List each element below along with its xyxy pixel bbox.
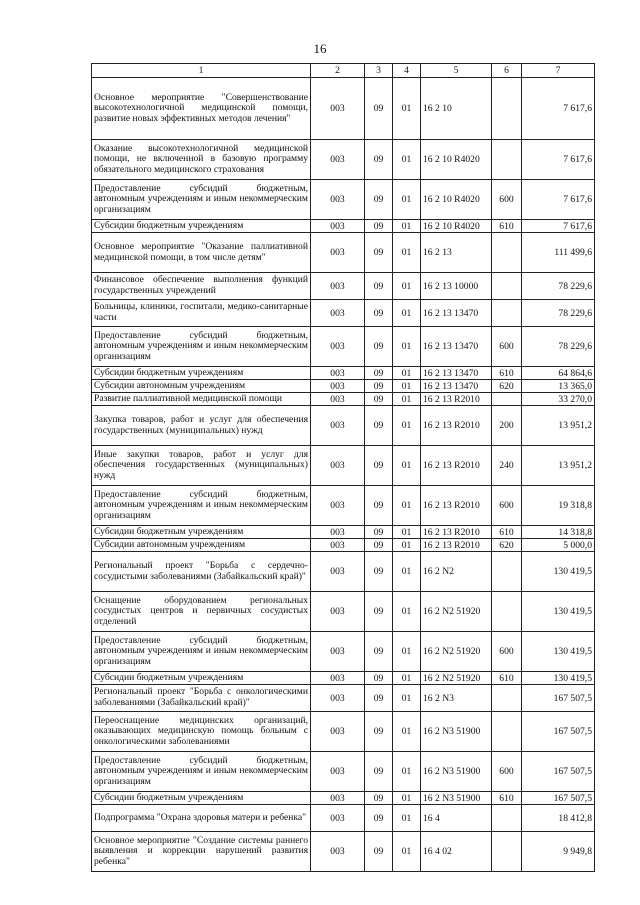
table-row: [92, 792, 595, 805]
target-article-cell: 16 2 10 R4020: [421, 140, 492, 180]
section-code-cell: 09: [365, 140, 393, 180]
table-row: [92, 300, 595, 327]
section-code-cell: 09: [365, 327, 393, 367]
table-row: [92, 805, 595, 832]
table-row: [92, 327, 595, 367]
ministry-code-cell: 003: [311, 220, 365, 233]
target-article-cell: 16 2 10 R4020: [421, 180, 492, 220]
amount-cell: 167 507,5: [522, 712, 595, 752]
target-article-cell: 16 2 N2: [421, 552, 492, 592]
subsection-code-cell: 01: [393, 832, 421, 872]
amount-cell: 130 419,5: [522, 672, 595, 685]
target-article-cell: 16 2 N3 51900: [421, 712, 492, 752]
ministry-code-cell: 003: [311, 180, 365, 220]
expense-type-cell: [492, 273, 522, 300]
expense-type-cell: 610: [492, 526, 522, 539]
target-article-cell: 16 2 13 10000: [421, 273, 492, 300]
expense-type-cell: [492, 140, 522, 180]
subsection-code-cell: 01: [393, 752, 421, 792]
row-name-cell: Подпрограмма "Охрана здоровья матери и ребенка": [92, 805, 311, 832]
table-row: [92, 486, 595, 526]
header-row: [92, 64, 595, 78]
ministry-code-cell: 003: [311, 140, 365, 180]
expense-type-cell: 610: [492, 220, 522, 233]
row-name-cell: Предоставление субсидий бюджетным, автономным учреждениям и иным некоммерческим организациям: [92, 486, 311, 526]
target-article-cell: 16 2 13 R2010: [421, 393, 492, 406]
row-name-cell: Закупка товаров, работ и услуг для обеспечения государственных (муниципальных) нужд: [92, 406, 311, 446]
section-code-cell: 09: [365, 672, 393, 685]
table-row: [92, 367, 595, 380]
section-code-cell: 09: [365, 300, 393, 327]
subsection-code-cell: 01: [393, 526, 421, 539]
row-name-cell: Субсидии автономным учреждениям: [92, 539, 311, 552]
section-code-cell: 09: [365, 526, 393, 539]
amount-cell: 5 000,0: [522, 539, 595, 552]
ministry-code-cell: 003: [311, 539, 365, 552]
ministry-code-cell: 003: [311, 712, 365, 752]
ministry-code-cell: 003: [311, 380, 365, 393]
expense-type-cell: 610: [492, 792, 522, 805]
table-row: [92, 752, 595, 792]
expense-type-cell: 600: [492, 632, 522, 672]
amount-cell: 130 419,5: [522, 632, 595, 672]
table-row: [92, 78, 595, 140]
ministry-code-cell: 003: [311, 526, 365, 539]
target-article-cell: 16 2 N3 51900: [421, 752, 492, 792]
row-name-cell: Переоснащение медицинских организаций, оказывающих медицинскую помощь больным с онкологическими заболеваниями: [92, 712, 311, 752]
amount-cell: 7 617,6: [522, 140, 595, 180]
subsection-code-cell: 01: [393, 672, 421, 685]
ministry-code-cell: 003: [311, 78, 365, 140]
target-article-cell: 16 2 N3 51900: [421, 792, 492, 805]
subsection-code-cell: 01: [393, 486, 421, 526]
section-code-cell: 09: [365, 552, 393, 592]
subsection-code-cell: 01: [393, 552, 421, 592]
target-article-cell: 16 2 13 13470: [421, 327, 492, 367]
row-name-cell: Предоставление субсидий бюджетным, автономным учреждениям и иным некоммерческим организациям: [92, 752, 311, 792]
amount-cell: 19 318,8: [522, 486, 595, 526]
amount-cell: 7 617,6: [522, 78, 595, 140]
row-name-cell: Больницы, клиники, госпитали, медико-санитарные части: [92, 300, 311, 327]
section-code-cell: 09: [365, 685, 393, 712]
expense-type-cell: [492, 78, 522, 140]
row-name-cell: Оказание высокотехнологичной медицинской помощи, не включенной в базовую программу обязательного медицинского страхования: [92, 140, 311, 180]
ministry-code-cell: 003: [311, 805, 365, 832]
ministry-code-cell: 003: [311, 233, 365, 273]
table-row: [92, 526, 595, 539]
target-article-cell: 16 2 13 R2010: [421, 446, 492, 486]
subsection-code-cell: 01: [393, 273, 421, 300]
amount-cell: 78 229,6: [522, 327, 595, 367]
row-name-cell: Субсидии бюджетным учреждениям: [92, 367, 311, 380]
subsection-code-cell: 01: [393, 632, 421, 672]
amount-cell: 167 507,5: [522, 752, 595, 792]
row-name-cell: Предоставление субсидий бюджетным, автономным учреждениям и иным некоммерческим организациям: [92, 180, 311, 220]
ministry-code-cell: 003: [311, 367, 365, 380]
target-article-cell: 16 4 02: [421, 832, 492, 872]
target-article-cell: 16 2 13 R2010: [421, 486, 492, 526]
header-cell-2: 2: [311, 64, 365, 78]
section-code-cell: 09: [365, 78, 393, 140]
subsection-code-cell: 01: [393, 539, 421, 552]
row-name-cell: Иные закупки товаров, работ и услуг для обеспечения государственных (муниципальных) нужд: [92, 446, 311, 486]
expense-type-cell: 600: [492, 486, 522, 526]
section-code-cell: 09: [365, 792, 393, 805]
amount-cell: 13 365,0: [522, 380, 595, 393]
amount-cell: 13 951,2: [522, 446, 595, 486]
section-code-cell: 09: [365, 712, 393, 752]
ministry-code-cell: 003: [311, 486, 365, 526]
amount-cell: 130 419,5: [522, 592, 595, 632]
amount-cell: 9 949,8: [522, 832, 595, 872]
expense-type-cell: [492, 592, 522, 632]
table-row: [92, 832, 595, 872]
section-code-cell: 09: [365, 220, 393, 233]
row-name-cell: Региональный проект "Борьба с онкологическими заболеваниями (Забайкальский край)": [92, 685, 311, 712]
table-body: [92, 78, 595, 872]
expense-type-cell: [492, 805, 522, 832]
table-row: [92, 406, 595, 446]
amount-cell: 78 229,6: [522, 273, 595, 300]
section-code-cell: 09: [365, 367, 393, 380]
ministry-code-cell: 003: [311, 327, 365, 367]
section-code-cell: 09: [365, 273, 393, 300]
subsection-code-cell: 01: [393, 233, 421, 273]
row-name-cell: Основное мероприятие "Создание системы раннего выявления и коррекции нарушений развития ребенка": [92, 832, 311, 872]
amount-cell: 78 229,6: [522, 300, 595, 327]
section-code-cell: 09: [365, 486, 393, 526]
expense-type-cell: [492, 552, 522, 592]
ministry-code-cell: 003: [311, 685, 365, 712]
expense-type-cell: 620: [492, 539, 522, 552]
target-article-cell: 16 2 N2 51920: [421, 632, 492, 672]
section-code-cell: 09: [365, 592, 393, 632]
table-row: [92, 712, 595, 752]
expense-type-cell: [492, 233, 522, 273]
target-article-cell: 16 2 N3: [421, 685, 492, 712]
table-row: [92, 632, 595, 672]
row-name-cell: Предоставление субсидий бюджетным, автономным учреждениям и иным некоммерческим организациям: [92, 327, 311, 367]
section-code-cell: 09: [365, 832, 393, 872]
subsection-code-cell: 01: [393, 380, 421, 393]
table-row: [92, 672, 595, 685]
ministry-code-cell: 003: [311, 446, 365, 486]
subsection-code-cell: 01: [393, 367, 421, 380]
section-code-cell: 09: [365, 446, 393, 486]
amount-cell: 14 318,8: [522, 526, 595, 539]
section-code-cell: 09: [365, 233, 393, 273]
subsection-code-cell: 01: [393, 792, 421, 805]
ministry-code-cell: 003: [311, 393, 365, 406]
target-article-cell: 16 2 13 R2010: [421, 526, 492, 539]
row-name-cell: Развитие паллиативной медицинской помощи: [92, 393, 311, 406]
table-row: [92, 446, 595, 486]
amount-cell: 64 864,6: [522, 367, 595, 380]
row-name-cell: Оснащение оборудованием региональных сосудистых центров и первичных сосудистых отделений: [92, 592, 311, 632]
target-article-cell: 16 2 13 R2010: [421, 539, 492, 552]
table-row: [92, 380, 595, 393]
subsection-code-cell: 01: [393, 180, 421, 220]
row-name-cell: Региональный проект "Борьба с сердечно-сосудистыми заболеваниями (Забайкальский край)": [92, 552, 311, 592]
table-row: [92, 539, 595, 552]
subsection-code-cell: 01: [393, 712, 421, 752]
row-name-cell: Предоставление субсидий бюджетным, автономным учреждениям и иным некоммерческим организациям: [92, 632, 311, 672]
expense-type-cell: 200: [492, 406, 522, 446]
ministry-code-cell: 003: [311, 672, 365, 685]
table-row: [92, 685, 595, 712]
amount-cell: 13 951,2: [522, 406, 595, 446]
table-row: [92, 140, 595, 180]
table-row: [92, 393, 595, 406]
ministry-code-cell: 003: [311, 552, 365, 592]
target-article-cell: 16 2 N2 51920: [421, 672, 492, 685]
target-article-cell: 16 2 10: [421, 78, 492, 140]
row-name-cell: Субсидии бюджетным учреждениям: [92, 672, 311, 685]
target-article-cell: 16 2 13 13470: [421, 300, 492, 327]
amount-cell: 7 617,6: [522, 180, 595, 220]
subsection-code-cell: 01: [393, 446, 421, 486]
section-code-cell: 09: [365, 406, 393, 446]
section-code-cell: 09: [365, 393, 393, 406]
expense-type-cell: 240: [492, 446, 522, 486]
section-code-cell: 09: [365, 539, 393, 552]
table-row: [92, 592, 595, 632]
section-code-cell: 09: [365, 380, 393, 393]
row-name-cell: Субсидии бюджетным учреждениям: [92, 220, 311, 233]
table-row: [92, 180, 595, 220]
subsection-code-cell: 01: [393, 300, 421, 327]
subsection-code-cell: 01: [393, 805, 421, 832]
table-row: [92, 552, 595, 592]
expense-type-cell: 600: [492, 180, 522, 220]
expense-type-cell: [492, 712, 522, 752]
subsection-code-cell: 01: [393, 220, 421, 233]
amount-cell: 18 412,8: [522, 805, 595, 832]
expense-type-cell: 600: [492, 752, 522, 792]
ministry-code-cell: 003: [311, 752, 365, 792]
expense-type-cell: 610: [492, 367, 522, 380]
subsection-code-cell: 01: [393, 592, 421, 632]
section-code-cell: 09: [365, 805, 393, 832]
expense-type-cell: [492, 393, 522, 406]
header-cell-7: 7: [522, 64, 595, 78]
target-article-cell: 16 2 13: [421, 233, 492, 273]
header-cell-1: 1: [92, 64, 311, 78]
ministry-code-cell: 003: [311, 406, 365, 446]
target-article-cell: 16 2 13 R2010: [421, 406, 492, 446]
header-cell-5: 5: [421, 64, 492, 78]
subsection-code-cell: 01: [393, 140, 421, 180]
expense-type-cell: 620: [492, 380, 522, 393]
expense-type-cell: 610: [492, 672, 522, 685]
subsection-code-cell: 01: [393, 327, 421, 367]
target-article-cell: 16 2 10 R4020: [421, 220, 492, 233]
expense-type-cell: [492, 832, 522, 872]
row-name-cell: Финансовое обеспечение выполнения функций государственных учреждений: [92, 273, 311, 300]
ministry-code-cell: 003: [311, 792, 365, 805]
section-code-cell: 09: [365, 632, 393, 672]
expense-type-cell: 600: [492, 327, 522, 367]
expense-type-cell: [492, 300, 522, 327]
amount-cell: 7 617,6: [522, 220, 595, 233]
row-name-cell: Субсидии бюджетным учреждениям: [92, 792, 311, 805]
subsection-code-cell: 01: [393, 406, 421, 446]
row-name-cell: Субсидии автономным учреждениям: [92, 380, 311, 393]
row-name-cell: Основное мероприятие "Оказание паллиативной медицинской помощи, в том числе детям": [92, 233, 311, 273]
ministry-code-cell: 003: [311, 592, 365, 632]
ministry-code-cell: 003: [311, 632, 365, 672]
target-article-cell: 16 2 N2 51920: [421, 592, 492, 632]
section-code-cell: 09: [365, 180, 393, 220]
amount-cell: 167 507,5: [522, 792, 595, 805]
expense-type-cell: [492, 685, 522, 712]
table-row: [92, 233, 595, 273]
subsection-code-cell: 01: [393, 685, 421, 712]
row-name-cell: Основное мероприятие "Совершенствование высокотехнологичной медицинской помощи, развитие новых эффективных методов лечения": [92, 78, 311, 140]
target-article-cell: 16 2 13 13470: [421, 367, 492, 380]
ministry-code-cell: 003: [311, 273, 365, 300]
amount-cell: 111 499,6: [522, 233, 595, 273]
subsection-code-cell: 01: [393, 78, 421, 140]
header-cell-6: 6: [492, 64, 522, 78]
subsection-code-cell: 01: [393, 393, 421, 406]
header-cell-4: 4: [393, 64, 421, 78]
amount-cell: 130 419,5: [522, 552, 595, 592]
header-cell-3: 3: [365, 64, 393, 78]
table-row: [92, 220, 595, 233]
target-article-cell: 16 4: [421, 805, 492, 832]
row-name-cell: Субсидии бюджетным учреждениям: [92, 526, 311, 539]
ministry-code-cell: 003: [311, 300, 365, 327]
page-number: 16: [313, 41, 327, 56]
section-code-cell: 09: [365, 752, 393, 792]
amount-cell: 33 270,0: [522, 393, 595, 406]
target-article-cell: 16 2 13 13470: [421, 380, 492, 393]
budget-table: [91, 63, 595, 872]
ministry-code-cell: 003: [311, 832, 365, 872]
amount-cell: 167 507,5: [522, 685, 595, 712]
table-row: [92, 273, 595, 300]
